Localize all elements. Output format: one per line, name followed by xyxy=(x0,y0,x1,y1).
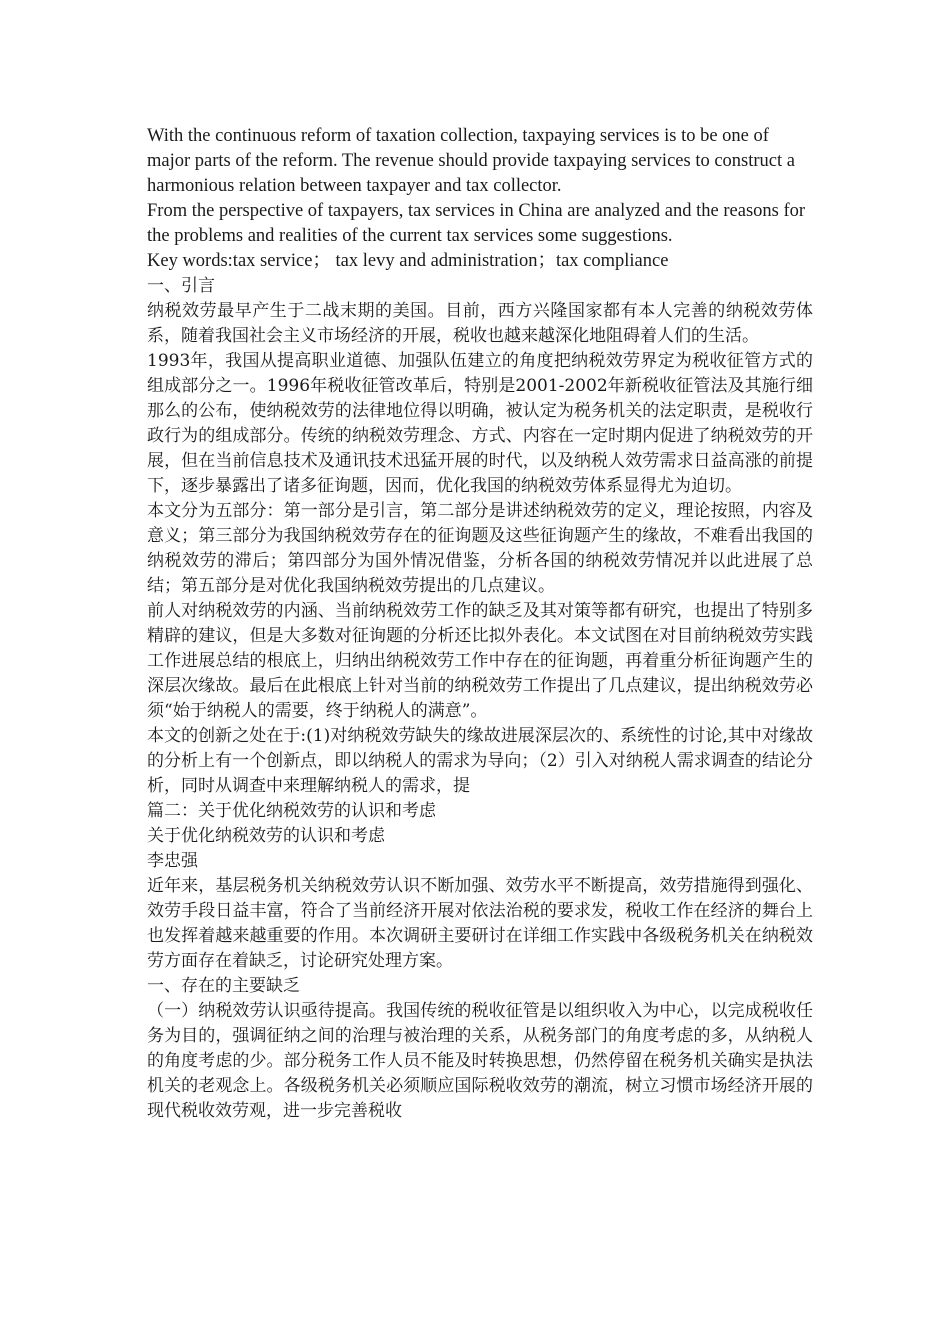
english-abstract-paragraph-1: With the continuous reform of taxation collection, taxpaying services is to be one of major parts of the reform. The revenue should provide taxpaying services to construct a harmonious relation between taxpayer and tax collector. xyxy=(147,126,795,196)
english-keywords: Key words:tax service； tax levy and administration；tax compliance xyxy=(147,251,669,271)
body-paragraph: 1993年，我国从提高职业道德、加强队伍建立的角度把纳税效劳界定为税收征管方式的组成部分之一。1996年税收征管改革后，特别是2001-2002年新税收征管法及其施行细那么的公布，使纳税效劳的法律地位得以明确，被认定为税务机关的法定职责，是税收行政行为的组成部分。传统的纳税效劳理念、方式、内容在一定时期内促进了纳税效劳的开展，但在当前信息技术及通讯技术迅猛开展的时代，以及纳税人效劳需求日益高涨的前提下，逐步暴露出了诸多征询题，因而，优化我国的纳税效劳体系显得尤为迫切。 xyxy=(147,351,813,496)
section-heading-introduction: 一、引言 xyxy=(147,276,215,296)
english-abstract-paragraph-2: From the perspective of taxpayers, tax services in China are analyzed and the reasons for the problems and realities of the current tax services some suggestions. xyxy=(147,201,806,246)
document-body xyxy=(147,124,813,1124)
author-name: 李忠强 xyxy=(147,851,198,871)
body-paragraph: 前人对纳税效劳的内涵、当前纳税效劳工作的缺乏及其对策等都有研究，也提出了特别多精辟的建议，但是大多数对征询题的分析还比拟外表化。本文试图在对目前纳税效劳实践工作进展总结的根底上，归纳出纳税效劳工作中存在的征询题，再着重分析征询题产生的深层次缘故。最后在此根底上针对当前的纳税效劳工作提出了几点建议，提出纳税效劳必须“始于纳税人的需要，终于纳税人的满意”。 xyxy=(147,601,813,721)
article-title: 关于优化纳税效劳的认识和考虑 xyxy=(147,826,385,846)
body-paragraph: 本文的创新之处在于:(1)对纳税效劳缺失的缘故进展深层次的、系统性的讨论,其中对缘故的分析上有一个创新点，即以纳税人的需求为导向；（2）引入对纳税人需求调查的结论分析，同时从调查中来理解纳税人的需求，提 xyxy=(147,726,813,796)
body-paragraph: 本文分为五部分：第一部分是引言，第二部分是讲述纳税效劳的定义，理论按照，内容及意义；第三部分为我国纳税效劳存在的征询题及这些征询题产生的缘故，不难看出我国的纳税效劳的滞后；第四部分为国外情况借鉴，分析各国的纳税效劳情况并以此进展了总结；第五部分是对优化我国纳税效劳提出的几点建议。 xyxy=(147,501,813,596)
article-two-heading: 篇二：关于优化纳税效劳的认识和考虑 xyxy=(147,801,436,821)
body-paragraph: 近年来，基层税务机关纳税效劳认识不断加强、效劳水平不断提高，效劳措施得到强化、效劳手段日益丰富，符合了当前经济开展对依法治税的要求发，税收工作在经济的舞台上也发挥着越来越重要的作用。本次调研主要研讨在详细工作实践中各级税务机关在纳税效劳方面存在着缺乏，讨论研究处理方案。 xyxy=(147,876,813,971)
section-heading-shortcomings: 一、存在的主要缺乏 xyxy=(147,976,300,996)
body-paragraph: （一）纳税效劳认识亟待提高。我国传统的税收征管是以组织收入为中心，以完成税收任务为目的，强调征纳之间的治理与被治理的关系，从税务部门的角度考虑的多，从纳税人的角度考虑的少。部分税务工作人员不能及时转换思想，仍然停留在税务机关确实是执法机关的老观念上。各级税务机关必须顺应国际税收效劳的潮流，树立习惯市场经济开展的现代税收效劳观，进一步完善税收 xyxy=(147,1001,813,1121)
body-paragraph: 纳税效劳最早产生于二战末期的美国。目前，西方兴隆国家都有本人完善的纳税效劳体系，随着我国社会主义市场经济的开展，税收也越来越深化地阻碍着人们的生活。 xyxy=(147,301,813,346)
